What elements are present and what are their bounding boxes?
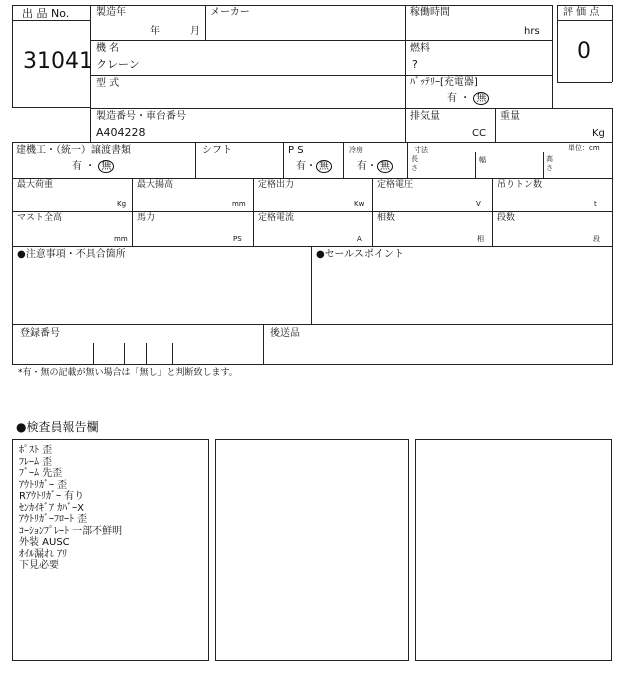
hours-unit: hrs (524, 26, 540, 37)
grid-line (90, 40, 405, 41)
grid-line (612, 108, 613, 142)
month-unit: 月 (190, 26, 200, 37)
grid-line (405, 40, 552, 41)
serial-label: 製造番号・車台番号 (96, 111, 186, 122)
grid-line (253, 178, 254, 246)
rating-value: 0 (577, 39, 591, 64)
ps-no-circled: 無 (316, 160, 332, 173)
inspector-note-line: ｺｰｼｮﾝﾌﾟﾚｰﾄ 一部不鮮明 (19, 525, 123, 537)
rated-output-unit: Kw (354, 200, 365, 208)
battery-no-circled: 無 (473, 92, 489, 105)
horsepower-unit: PS (233, 235, 242, 243)
battery-options (447, 92, 489, 105)
inspector-box-2 (215, 439, 409, 661)
grid-line (552, 5, 553, 108)
inspector-note-line: ｱｳﾄﾘｶﾞｰ 歪 (19, 479, 68, 491)
inspector-note-line: Rｱｳﾄﾘｶﾞｰ 有り (19, 491, 85, 502)
inspector-box-1 (12, 439, 209, 661)
grid-line (172, 343, 173, 364)
grid-line (12, 178, 613, 179)
model-value: クレーン (96, 58, 140, 71)
selling-points-label: ●セールスポイント (316, 249, 404, 260)
mast-height-unit: mm (114, 235, 128, 243)
manufacture-year-label: 製造年 (96, 7, 126, 18)
horsepower-label: 馬力 (137, 213, 156, 223)
grid-line (12, 211, 613, 212)
cooler-yes: 有・ (357, 161, 377, 172)
grid-line (311, 246, 312, 324)
grid-line (12, 246, 613, 247)
mast-height-label: マスト全高 (17, 213, 63, 223)
grid-line (612, 5, 613, 82)
cooler-options (357, 160, 393, 173)
rating-label: 評 価 点 (563, 7, 600, 18)
max-lift-unit: mm (232, 200, 246, 208)
grid-line (405, 5, 552, 6)
phase-label: 相数 (377, 213, 396, 223)
inspector-note-line: ﾎﾟｽﾄ 歪 (19, 445, 53, 456)
height-label: 高 さ (546, 155, 553, 172)
grid-line (557, 20, 612, 21)
grid-line (12, 142, 13, 364)
rated-current-unit: A (357, 235, 362, 243)
grid-line (543, 152, 544, 178)
dims-label: 寸法 (414, 146, 428, 154)
grid-line (405, 75, 552, 76)
ps-yes: 有・ (296, 161, 316, 172)
cooler-no-circled: 無 (377, 160, 393, 173)
stages-label: 段数 (497, 213, 516, 223)
hours-label: 稼働時間 (410, 7, 450, 18)
grid-line (12, 142, 613, 143)
grid-line (146, 343, 147, 364)
rated-voltage-unit: V (476, 200, 481, 208)
inspector-note-line: ﾌﾚｰﾑ 歪 (19, 456, 53, 468)
max-load-unit: Kg (117, 200, 127, 208)
phase-unit: 相 (477, 235, 484, 243)
footnote: *有・無の記載が無い場合は「無し」と判断致します。 (18, 368, 238, 378)
stages-unit: 段 (593, 235, 600, 243)
transfer-label: 建機工・（統一）譲渡書類 (16, 145, 131, 156)
inspector-note-line: ﾌﾞｰﾑ 先歪 (19, 468, 63, 479)
grid-line (205, 5, 206, 40)
inspector-note-line: ｾﾝｶｲｷﾞｱ ｶﾊﾞｰX (19, 502, 85, 514)
ps-label: P S (288, 145, 304, 156)
ps-options (296, 160, 332, 173)
grid-line (90, 108, 405, 109)
grid-line (263, 324, 264, 364)
grid-line (93, 343, 94, 364)
type-label: 型 式 (96, 78, 120, 89)
hoist-ton-label: 吊りトン数 (497, 180, 543, 190)
grid-line (372, 178, 373, 246)
rated-current-label: 定格電流 (258, 213, 295, 223)
shift-label: シフト (202, 145, 232, 156)
fuel-value: ? (412, 58, 418, 71)
grid-line (12, 107, 90, 108)
cooler-label: 冷房 (349, 146, 363, 154)
weight-unit: Kg (592, 128, 605, 139)
later-shipment-label: 後送品 (270, 328, 300, 339)
transfer-yes: 有 ・ (72, 161, 96, 172)
grid-line (12, 20, 90, 21)
battery-yes: 有 ・ (447, 93, 471, 104)
item-no-label: 出 品 No. (22, 7, 70, 20)
grid-line (492, 178, 493, 246)
rated-output-label: 定格出力 (258, 180, 295, 190)
transfer-no-circled: 無 (98, 160, 114, 173)
item-no-value: 31041 (23, 49, 93, 74)
grid-line (405, 5, 406, 142)
grid-line (407, 142, 408, 178)
year-unit: 年 (150, 26, 160, 37)
grid-line (557, 5, 558, 82)
length-label: 長 さ (411, 155, 418, 172)
grid-line (132, 178, 133, 246)
grid-line (12, 5, 405, 6)
max-load-label: 最大荷重 (17, 180, 54, 190)
inspector-note-line: 下見必要 (19, 560, 59, 571)
grid-line (475, 152, 476, 178)
maker-label: メーカー (210, 7, 250, 18)
grid-line (283, 142, 284, 178)
registration-label: 登録番号 (20, 328, 60, 339)
inspector-box-3 (415, 439, 612, 661)
grid-line (557, 5, 612, 6)
grid-line (405, 108, 613, 109)
hoist-ton-unit: t (594, 200, 597, 208)
max-lift-label: 最大揚高 (137, 180, 174, 190)
serial-value: A404228 (96, 126, 146, 139)
grid-line (612, 142, 613, 364)
rated-voltage-label: 定格電圧 (377, 180, 414, 190)
inspector-note-line: ｱｳﾄﾘｶﾞｰﾌﾛｰﾄ 歪 (19, 514, 88, 525)
grid-line (195, 142, 196, 178)
inspector-note-line: ｵｲﾙ漏れ ｱﾘ (19, 548, 68, 560)
transfer-options (72, 160, 114, 173)
inspector-note-line: 外装 AUSC (19, 537, 70, 548)
fuel-label: 燃料 (410, 43, 430, 54)
grid-line (12, 364, 613, 365)
width-label: 幅 (479, 156, 486, 164)
inspector-title: ●検査員報告欄 (16, 420, 99, 434)
grid-line (495, 108, 496, 142)
dims-unit: 単位：cm (568, 144, 600, 152)
cautions-label: ●注意事項・不具合箇所 (17, 249, 126, 260)
grid-line (557, 82, 612, 83)
battery-label: ﾊﾞｯﾃﾘｰ[充電器] (410, 77, 478, 88)
grid-line (343, 142, 344, 178)
weight-label: 重量 (500, 111, 520, 122)
inspector-notes (19, 445, 122, 572)
grid-line (90, 75, 405, 76)
grid-line (12, 324, 613, 325)
displacement-unit: CC (472, 128, 486, 139)
displacement-label: 排気量 (410, 111, 440, 122)
grid-line (124, 343, 125, 364)
model-label: 機 名 (96, 43, 120, 54)
